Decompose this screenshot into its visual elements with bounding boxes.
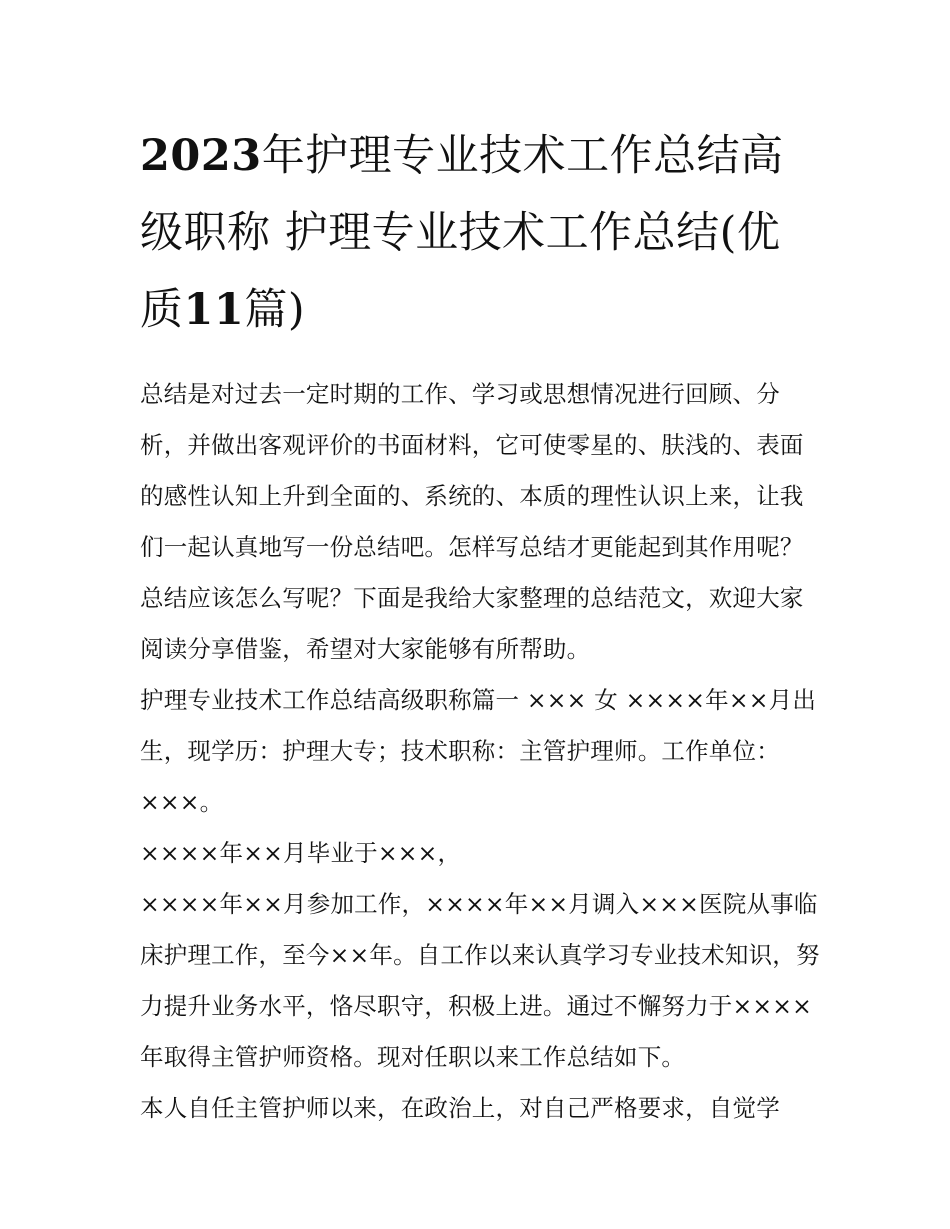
title-suffix: 篇)	[244, 285, 306, 335]
paragraph-work-history: ××××年××月参加工作，××××年××月调入×××医院从事临床护理工作，至今××年。自工作以来认真学习专业技术知识，努力提升业务水平，恪尽职守，积极上进。通过不懈努力于××××年取得主管护师资格。现对任职以来工作总结如下。	[140, 890, 820, 1071]
paragraph-profile: 护理专业技术工作总结高级职称篇一 ××× 女 ××××年××月出生，现学历：护理大专；技术职称：主管护理师。工作单位：×××。	[140, 686, 817, 816]
document-title	[140, 118, 820, 349]
title-count: 11	[183, 285, 245, 335]
document-page	[140, 118, 820, 1134]
document-body	[140, 369, 820, 1134]
paragraph-summary-start: 本人自任主管护师以来，在政治上，对自己严格要求，自觉学	[140, 1094, 780, 1122]
title-text: 年护理专业技术工作总结高级职称 护理专业技术工作总结(优质	[140, 131, 784, 335]
paragraph-intro: 总结是对过去一定时期的工作、学习或思想情况进行回顾、分析，并做出客观评价的书面材料，它可使零星的、肤浅的、表面的感性认知上升到全面的、系统的、本质的理性认识上来，让我们一起认真地写一份总结吧。怎样写总结才更能起到其作用呢？总结应该怎么写呢？下面是我给大家整理的总结范文，欢迎大家阅读分享借鉴，希望对大家能够有所帮助。	[140, 380, 804, 663]
paragraph-graduation: ××××年××月毕业于×××，	[140, 839, 462, 867]
title-year: 2023	[140, 131, 262, 181]
